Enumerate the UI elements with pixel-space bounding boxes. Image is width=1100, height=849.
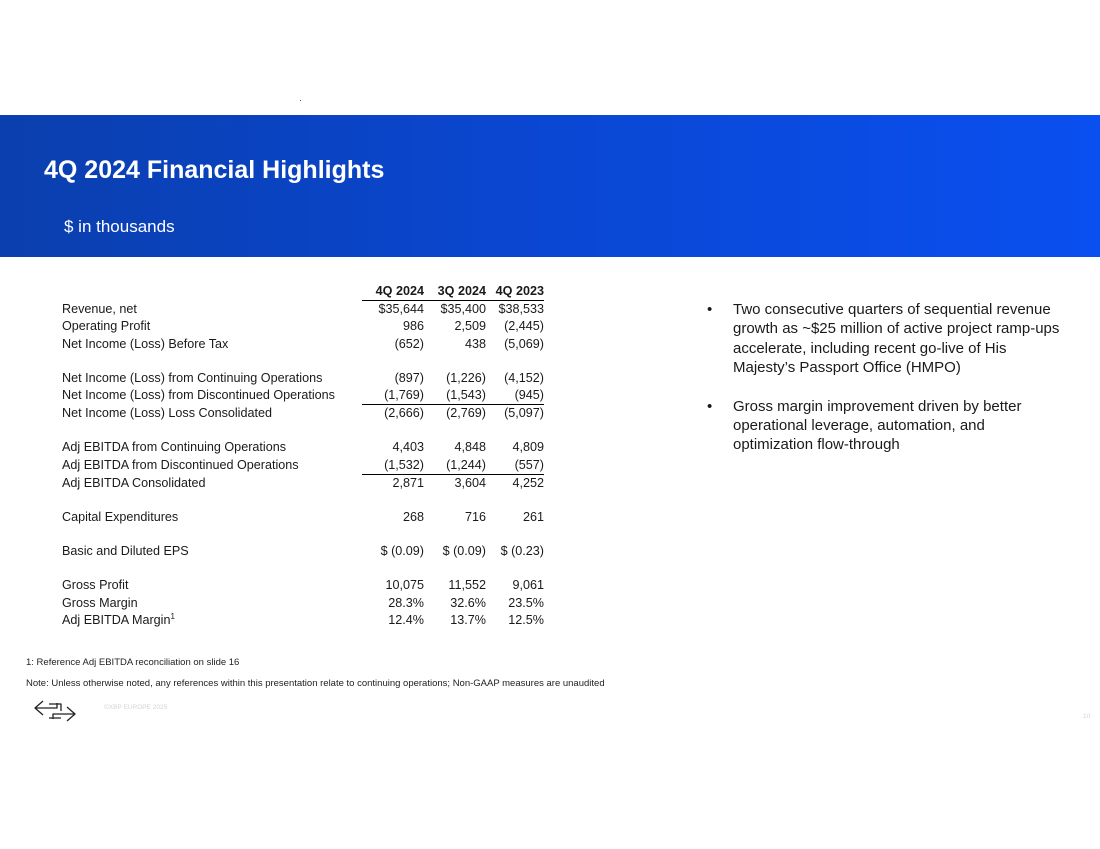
cell-value: 12.4% [388,612,424,627]
row-label: Adj EBITDA Margin [62,612,171,627]
table-header-row [58,283,544,301]
cell-value: (557) [486,457,544,475]
spacer-row [58,422,544,439]
row-label: Net Income (Loss) Loss Consolidated [62,405,272,420]
cell-value: (5,097) [504,406,544,421]
table-row [58,439,544,456]
cell-value: (2,666) [384,406,424,421]
cell-value: $ (0.23) [500,544,544,559]
row-label: Adj EBITDA from Discontinued Operations [62,457,299,472]
bullet-text: Gross margin improvement driven by better operational leverage, automation, and optimization flow-through [733,397,1022,454]
cell-value: 11,552 [448,578,486,593]
table-row [58,370,544,387]
spacer-row [58,526,544,543]
row-label: Basic and Diluted EPS [62,544,189,559]
table-row [58,612,544,629]
table-row [58,405,544,423]
row-label: Adj EBITDA from Continuing Operations [62,440,286,455]
table-row [58,457,544,475]
footnote-note: Note: Unless otherwise noted, any references within this presentation relate to continuing operations; Non-GAAP measures are unaudited [26,678,605,689]
bullet-text: Two consecutive quarters of sequential revenue growth as ~$25 million of active project ramp-ups accelerate, including recent go-live of His Majesty’s Passport Office (HMPO) [733,301,1060,377]
cell-value: 438 [464,336,486,351]
footnote-marker: 1 [170,611,175,621]
page-number: 10 [1083,713,1091,720]
footnote-reference: 1: Reference Adj EBITDA reconciliation on slide 16 [26,657,240,668]
column-header: 4Q 2023 [486,283,544,301]
table-row [58,336,544,353]
cell-value: 261 [522,510,544,525]
cell-value: $ (0.09) [380,544,424,559]
column-header: 4Q 2024 [362,283,424,301]
cell-value: $35,644 [378,302,424,317]
row-label: Net Income (Loss) from Discontinued Operations [62,388,335,403]
bullet-marker: • [707,301,713,318]
cell-value: (1,532) [362,457,424,475]
cell-value: $ (0.09) [442,544,486,559]
cell-value: 32.6% [450,595,486,610]
financial-highlights-table [58,283,544,629]
cell-value: (5,069) [504,336,544,351]
cell-value: 28.3% [388,595,424,610]
cell-value: (897) [394,370,424,385]
cell-value: 716 [464,510,486,525]
table-row [58,474,544,492]
cell-value: 986 [402,319,424,334]
cell-value: 10,075 [385,578,424,593]
table-row [58,543,544,560]
cell-value: 4,848 [454,440,486,455]
table-row [58,318,544,335]
cell-value: (4,152) [504,370,544,385]
cell-value: 4,252 [512,475,544,490]
table-row [58,301,544,319]
cell-value: 4,403 [392,440,424,455]
xbp-arrows-logo-icon [33,697,77,725]
row-label-cell [58,612,362,629]
cell-value: (1,244) [424,457,486,475]
copyright-text: ©XBP EUROPE 2025 [104,704,168,711]
cell-value: (2,445) [504,319,544,334]
table-row [58,509,544,526]
cell-value: (1,226) [446,370,486,385]
row-label: Gross Margin [62,595,138,610]
table-row [58,577,544,594]
row-label: Capital Expenditures [62,510,179,525]
cell-value: 2,509 [454,319,486,334]
cell-value: (1,543) [424,387,486,405]
spacer-row [58,560,544,577]
stray-dot [300,100,301,101]
row-label: Operating Profit [62,319,151,334]
cell-value: 268 [402,510,424,525]
cell-value: 9,061 [512,578,544,593]
row-label: Gross Profit [62,578,129,593]
highlights-bullet-list [707,300,1067,474]
list-item [707,300,1067,378]
row-label: Adj EBITDA Consolidated [62,475,206,490]
row-label: Revenue, net [62,301,137,316]
cell-value: (945) [486,387,544,405]
cell-value: 4,809 [512,440,544,455]
spacer-row [58,492,544,509]
cell-value: (2,769) [446,406,486,421]
cell-value: 23.5% [508,595,544,610]
row-label: Net Income (Loss) from Continuing Operations [62,370,323,385]
row-label: Net Income (Loss) Before Tax [62,336,229,351]
table-row [58,595,544,612]
cell-value: (652) [394,336,424,351]
table-row [58,387,544,405]
cell-value: 13.7% [450,612,486,627]
cell-value: 3,604 [454,475,486,490]
cell-value: 2,871 [392,475,424,490]
units-subtitle: $ in thousands [64,217,175,236]
page-title: 4Q 2024 Financial Highlights [44,156,385,184]
column-header: 3Q 2024 [424,283,486,301]
cell-value: (1,769) [362,387,424,405]
cell-value: $35,400 [440,302,486,317]
list-item [707,397,1067,455]
spacer-row [58,353,544,370]
cell-value: $38,533 [498,302,544,317]
cell-value: 12.5% [508,612,544,627]
bullet-marker: • [707,397,713,415]
